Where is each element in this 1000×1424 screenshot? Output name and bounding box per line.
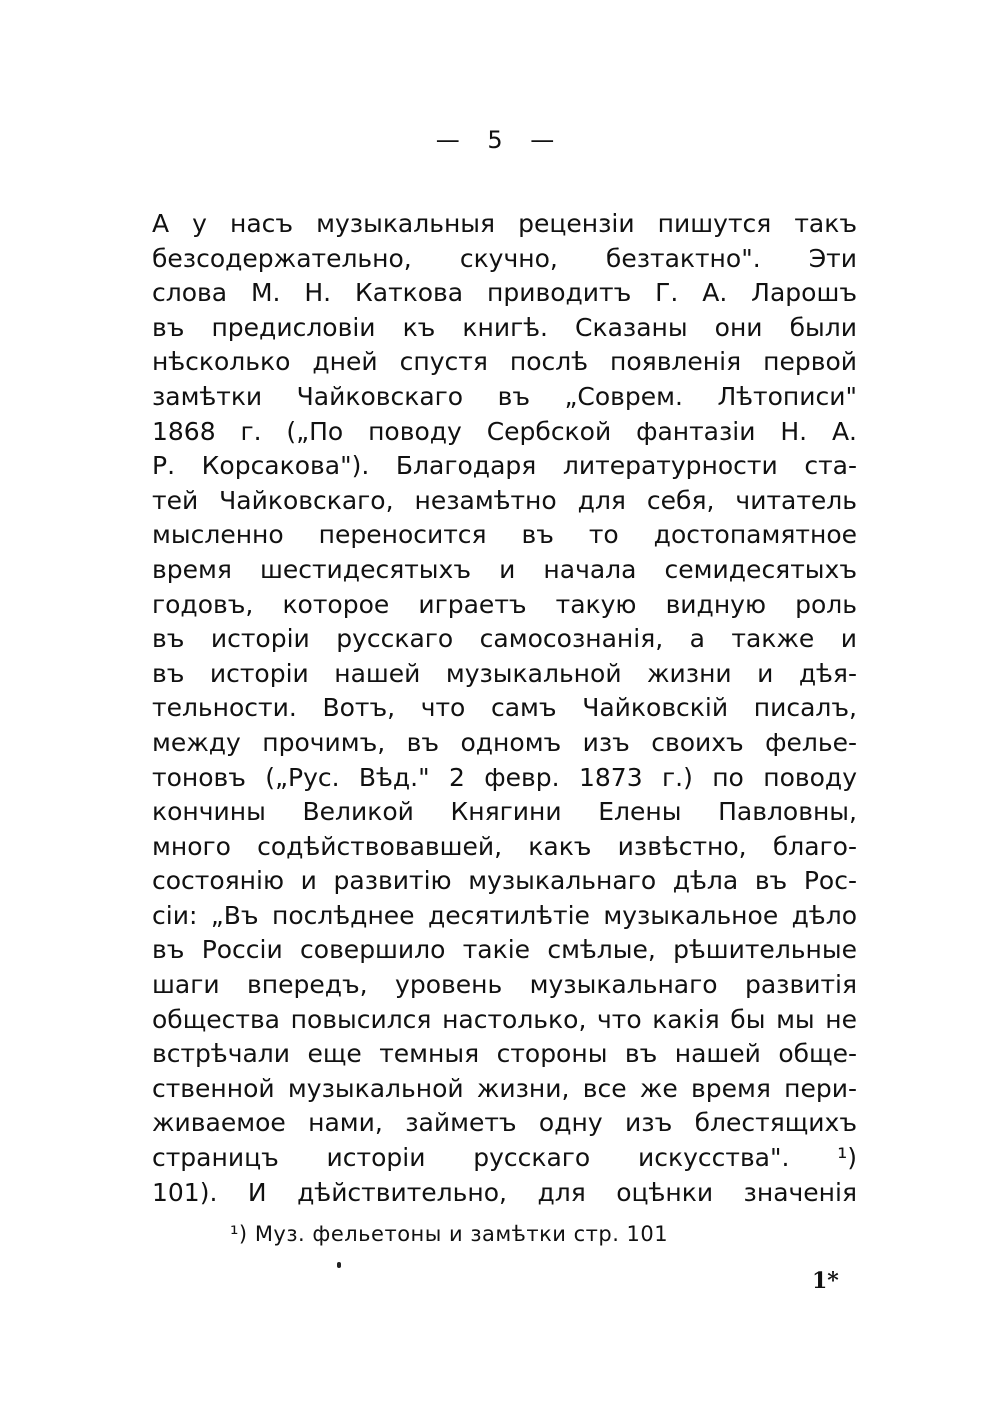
text-line: общества повысился настолько, что какія бы мы не [152, 1004, 857, 1034]
text-line: 101). И дѣйствительно, для оцѣнки значенія [152, 1177, 857, 1207]
body-text [152, 207, 857, 1210]
text-line: А у насъ музыкальныя рецензіи пишутся такъ [152, 209, 857, 238]
text-line: сіи: „Въ послѣднее десятилѣтіе музыкальное дѣло [152, 900, 857, 930]
text-line: время шестидесятыхъ и начала семидесятыхъ [152, 554, 857, 584]
ink-speck [337, 1262, 341, 1268]
footnote [230, 1222, 668, 1246]
text-line: въ Россіи совершило такіе смѣлые, рѣшительные [152, 935, 857, 965]
text-line: нѣсколько дней спустя послѣ появленія первой [152, 347, 857, 377]
text-line: состоянію и развитію музыкальнаго дѣла въ Рос- [152, 866, 857, 896]
text-line: встрѣчали еще темныя стороны въ нашей обще- [152, 1039, 857, 1069]
text-line: въ предисловіи къ книгѣ. Сказаны они были [152, 312, 857, 342]
text-line: въ исторіи русскаго самосознанія, а также и [152, 624, 857, 654]
text-line: безсодержательно, скучно, безтактно". Эти [152, 243, 857, 273]
text-line: слова М. Н. Каткова приводитъ Г. А. Ларошъ [152, 278, 857, 308]
text-line: годовъ, которое играетъ такую видную роль [152, 589, 857, 619]
text-line: замѣтки Чайковскаго въ „Соврем. Лѣтописи" [152, 381, 857, 411]
page-number: — 5 — [435, 126, 565, 154]
printer-signature-mark: 1* [812, 1268, 839, 1294]
text-line: въ исторіи нашей музыкальной жизни и дѣя- [152, 658, 857, 688]
footnote-text: Муз. фельетоны и замѣтки стр. 101 [254, 1222, 669, 1246]
text-line: Р. Корсакова"). Благодаря литературности ста- [152, 451, 857, 481]
text-line: живаемое нами, займетъ одну изъ блестящихъ [152, 1108, 857, 1138]
text-line: между прочимъ, въ одномъ изъ своихъ фелье- [152, 727, 857, 757]
text-line: 1868 г. („По поводу Сербской фантазіи Н. А. [152, 416, 857, 446]
text-line: тоновъ („Рус. Вѣд." 2 февр. 1873 г.) по поводу [152, 762, 857, 792]
text-line: много содѣйствовавшей, какъ извѣстно, благо- [152, 831, 857, 861]
text-line: кончины Великой Княгини Елены Павловны, [152, 797, 857, 827]
text-line: страницъ исторіи русскаго искусства". ¹) [152, 1143, 857, 1173]
text-line: шаги впередъ, уровень музыкальнаго развитія [152, 970, 857, 1000]
footnote-marker: ¹) [230, 1222, 248, 1246]
text-line: тельности. Вотъ, что самъ Чайковскій писалъ, [152, 693, 857, 723]
text-line: мысленно переносится въ то достопамятное [152, 520, 857, 550]
text-line: ственной музыкальной жизни, все же время пери- [152, 1073, 857, 1103]
text-line: тей Чайковскаго, незамѣтно для себя, читатель [152, 485, 857, 515]
